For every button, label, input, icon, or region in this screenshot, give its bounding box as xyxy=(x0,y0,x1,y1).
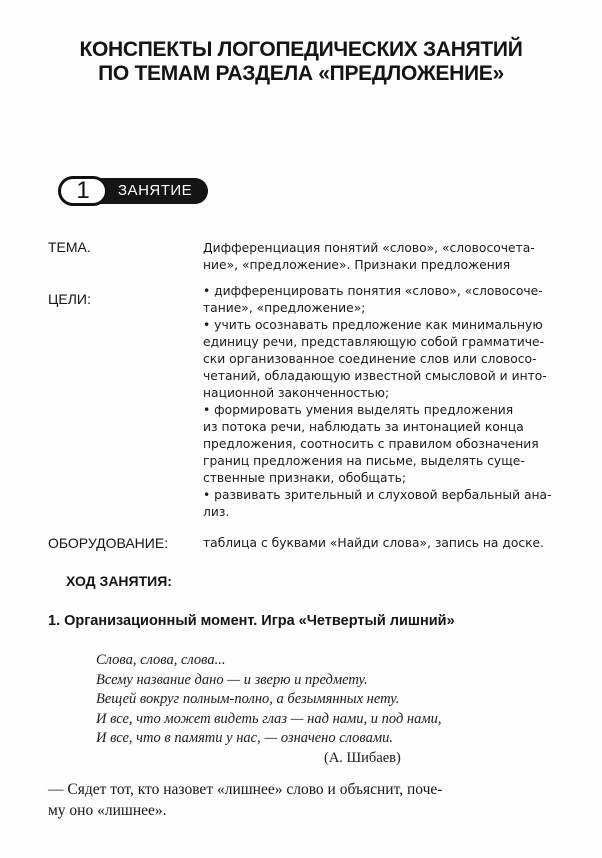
closing-paragraph xyxy=(48,779,548,821)
lesson-badge xyxy=(58,176,208,206)
topic-text xyxy=(203,240,553,274)
goals-line: лиз. xyxy=(203,505,230,519)
goals-line: • развивать зрительный и слуховой вербальный ана- xyxy=(203,488,552,502)
topic-label: ТЕМА. xyxy=(48,239,91,255)
lesson-number: 1 xyxy=(58,176,108,206)
goals-line: • дифференцировать понятия «слово», «словосоче- xyxy=(203,284,543,298)
equipment-line: таблица с буквами «Найди слова», запись на доске. xyxy=(203,536,545,550)
goals-line: ски организованное соединение слов или словосо- xyxy=(203,352,537,366)
poem-author: (А. Шибаев) xyxy=(324,749,401,766)
goals-line: • формировать умения выделять предложения xyxy=(203,403,514,417)
equipment-label: ОБОРУДОВАНИЕ: xyxy=(48,535,169,551)
poem-line: Вещей вокруг полным-полно, а безымянных нету. xyxy=(96,691,400,707)
page-title-line-1: КОНСПЕКТЫ ЛОГОПЕДИЧЕСКИХ ЗАНЯТИЙ xyxy=(79,38,523,61)
topic-line: ние», «предложение». Признаки предложения xyxy=(203,258,511,272)
goals-line: четаний, обладающую известной смысловой и инто- xyxy=(203,369,547,383)
goals-line: из потока речи, наблюдать за интонацией конца xyxy=(203,420,524,434)
goals-text xyxy=(203,283,553,521)
closing-line-2: му оно «лишнее». xyxy=(48,802,167,819)
equipment-text xyxy=(203,535,553,552)
poem-line: Всему название дано — и зверю и предмету. xyxy=(96,671,368,688)
goals-line: • учить осознавать предложение как минимальную xyxy=(203,318,543,332)
poem-line: Слова, слова, слова... xyxy=(96,652,226,668)
closing-line-1: — Сядет тот, кто назовет «лишнее» слово и объяснит, поче- xyxy=(48,781,443,798)
poem xyxy=(96,651,442,768)
page-title xyxy=(0,38,602,86)
goals-line: тание», «предложение»; xyxy=(203,301,366,315)
section-heading: 1. Организационный момент. Игра «Четвертый лишний» xyxy=(48,613,455,629)
topic-line: Дифференциация понятий «слово», «словосочета- xyxy=(203,241,535,255)
goals-line: единицу речи, представляющую собой грамматиче- xyxy=(203,335,545,349)
goals-line: национной законченностью; xyxy=(203,386,390,400)
page-title-line-2: ПО ТЕМАМ РАЗДЕЛА «ПРЕДЛОЖЕНИЕ» xyxy=(98,62,504,85)
lesson-label: ЗАНЯТИЕ xyxy=(118,182,193,199)
goals-line: границ предложения на письме, выделять суще- xyxy=(203,454,525,468)
course-heading: ХОД ЗАНЯТИЯ: xyxy=(66,573,172,589)
poem-line: И все, что в памяти у нас, — означено словами. xyxy=(96,730,394,746)
goals-line: ственные признаки, обобщать; xyxy=(203,471,407,485)
goals-line: предложения, соотносить с правилом обозначения xyxy=(203,437,539,451)
goals-label: ЦЕЛИ: xyxy=(48,291,91,307)
poem-line: И все, что может видеть глаз — над нами, и под нами, xyxy=(96,710,442,727)
